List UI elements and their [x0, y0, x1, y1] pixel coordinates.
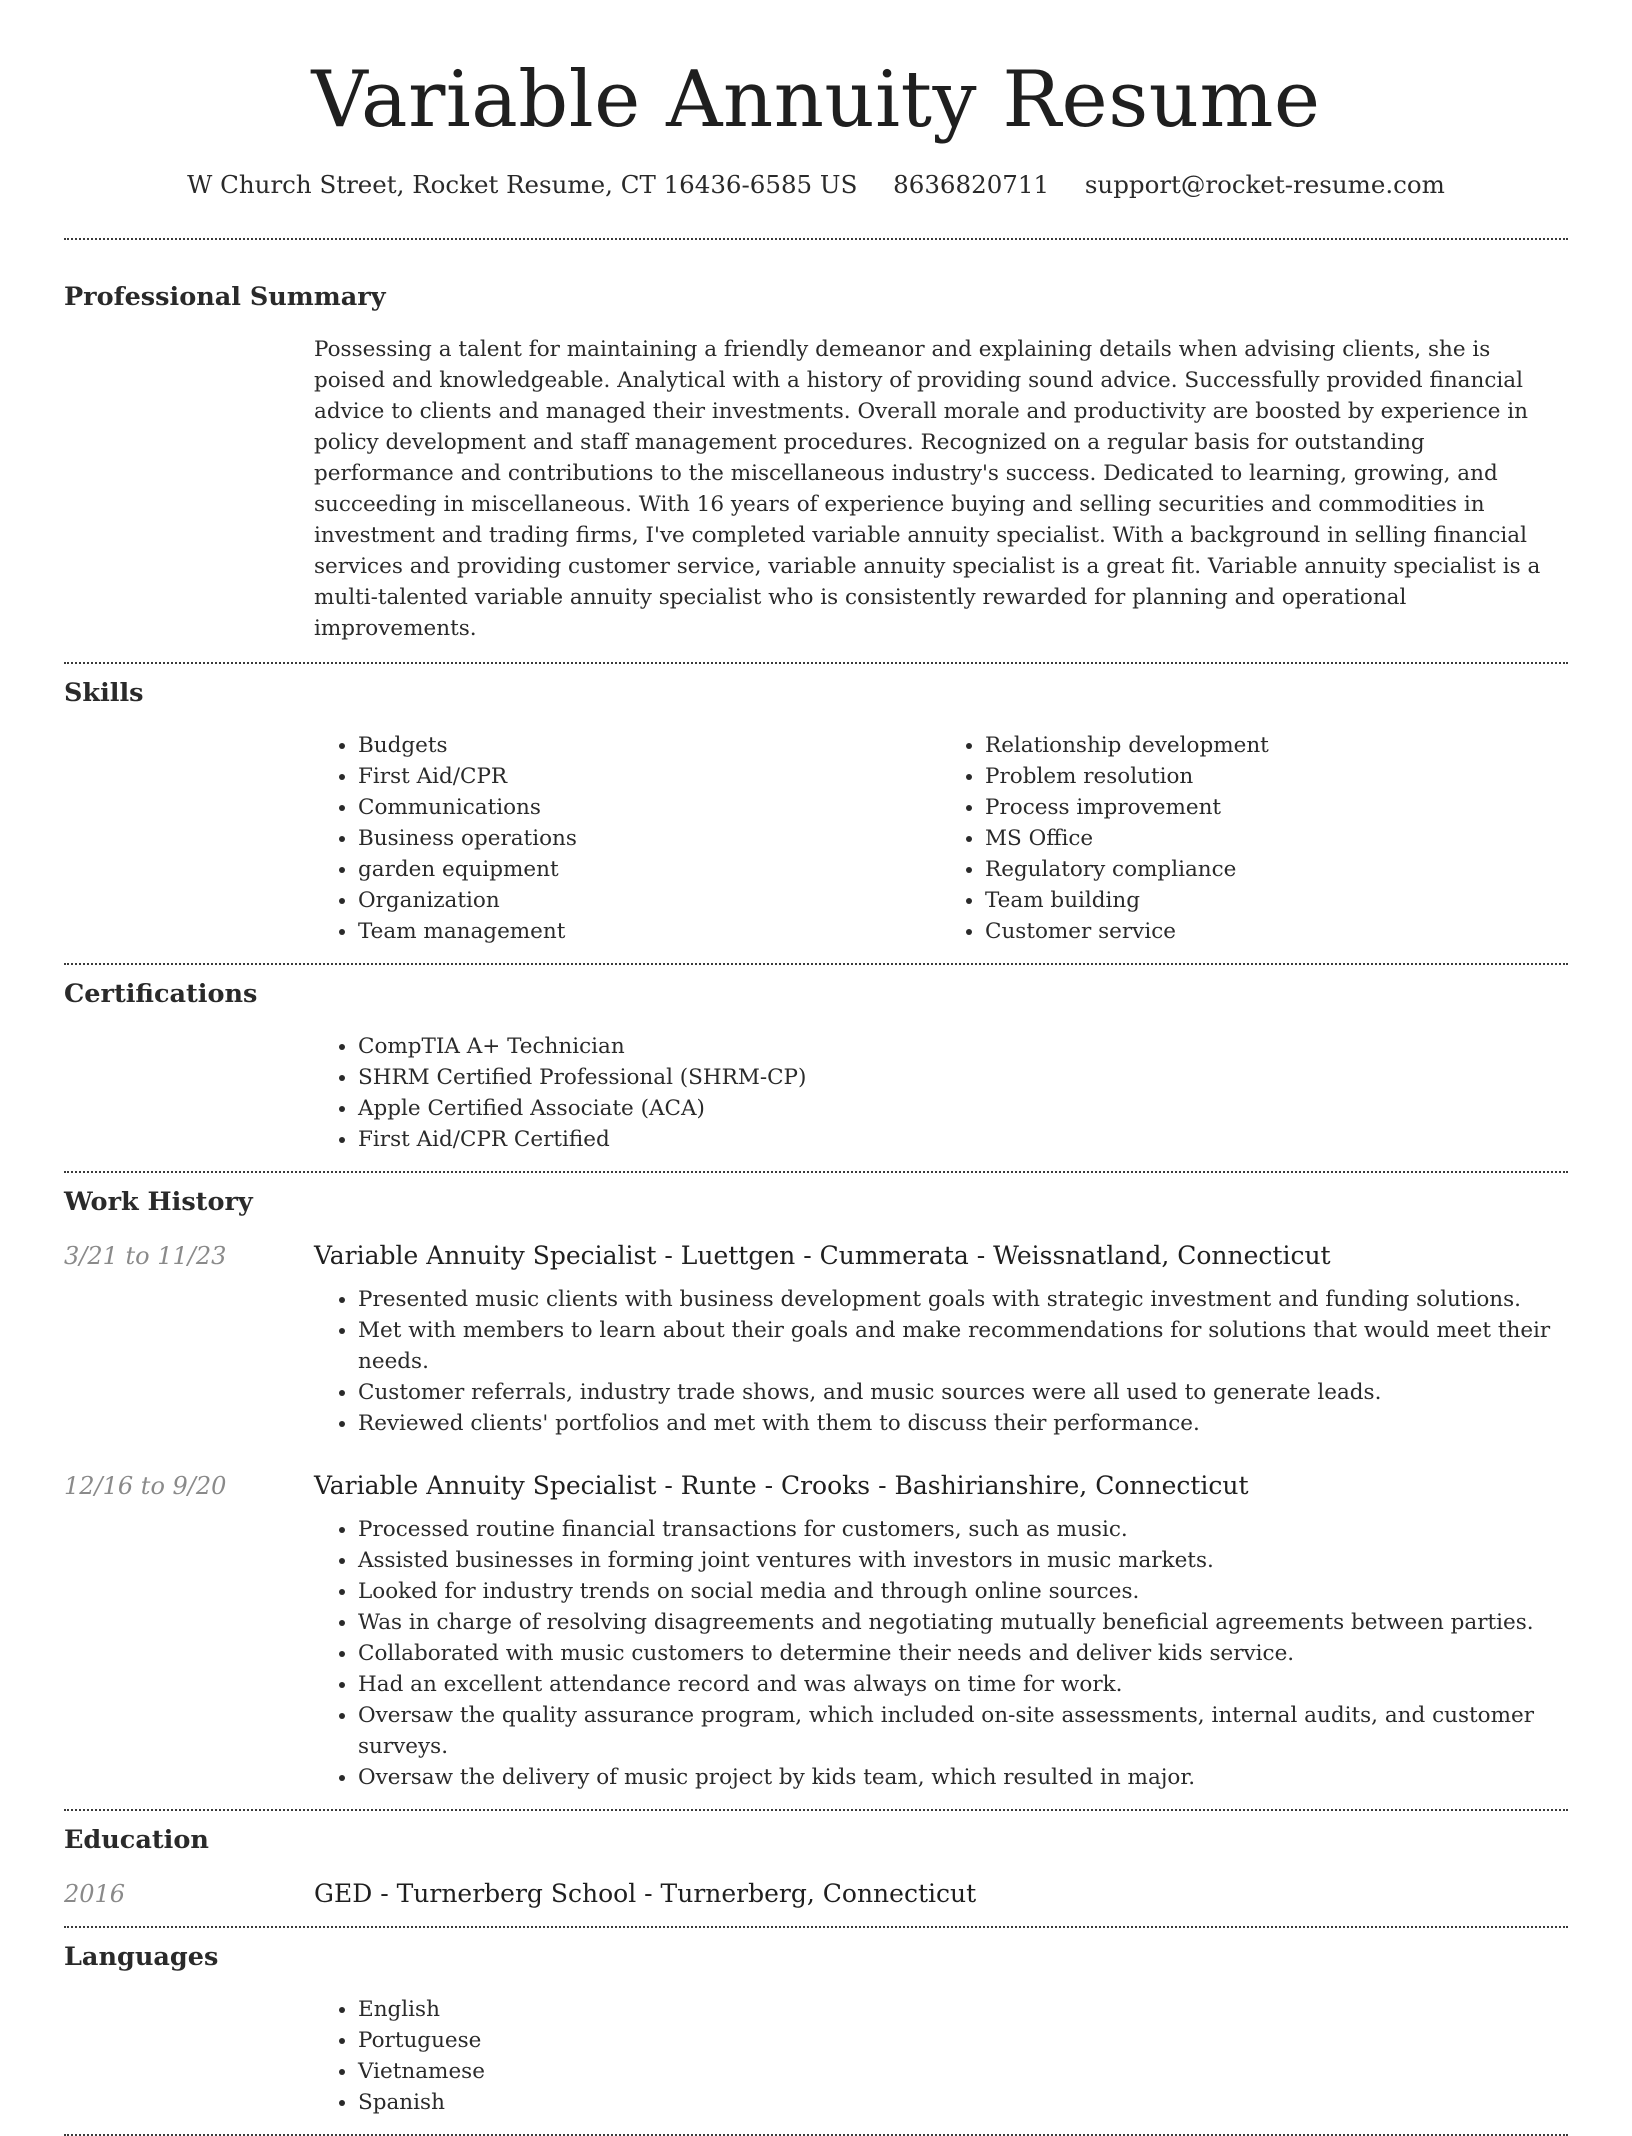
job-bullet: • Reviewed clients' portfolios and met with them to discuss their performance.	[358, 1408, 1568, 1439]
language-item: • English	[358, 1994, 1568, 2025]
divider	[64, 1171, 1568, 1173]
skills-columns	[314, 730, 1568, 947]
job-bullet: • Oversaw the delivery of music project by kids team, which resulted in major.	[358, 1762, 1568, 1793]
job-bullet: • Was in charge of resolving disagreements and negotiating mutually beneficial agreements between parties.	[358, 1607, 1568, 1638]
section-heading-languages: Languages	[64, 1942, 219, 1972]
skills-list-right	[941, 730, 1568, 947]
job-bullet-list	[314, 1284, 1568, 1439]
job-bullet: • Customer referrals, industry trade shows, and music sources were all used to generate leads.	[358, 1377, 1568, 1408]
section-heading-certifications: Certifications	[64, 979, 258, 1009]
languages-section	[64, 1940, 1568, 2118]
certification-item: • CompTIA A+ Technician	[358, 1031, 1568, 1062]
resume-title: Variable Annuity Resume	[311, 55, 1321, 145]
skill-item: • Process improvement	[985, 792, 1568, 823]
job-bullet-list	[314, 1514, 1568, 1793]
job-title: Variable Annuity Specialist - Luettgen - Cummerata - Weissnatland, Connecticut	[314, 1241, 1331, 1270]
job-bullet: • Met with members to learn about their goals and make recommendations for solutions that would meet their needs.	[358, 1315, 1568, 1377]
job-entry	[64, 1241, 1568, 1439]
languages-list	[314, 1994, 1568, 2118]
language-item: • Portuguese	[358, 2025, 1568, 2056]
job-bullet: • Oversaw the quality assurance program, which included on-site assessments, internal audits, and customer surveys.	[358, 1700, 1568, 1762]
job-dates: 3/21 to 11/23	[64, 1242, 227, 1270]
skill-item: • Communications	[358, 792, 941, 823]
job-bullet: • Had an excellent attendance record and was always on time for work.	[358, 1669, 1568, 1700]
certifications-list	[314, 1031, 1568, 1155]
work-section	[64, 1185, 1568, 1793]
job-bullet: • Assisted businesses in forming joint ventures with investors in music markets.	[358, 1545, 1568, 1576]
job-entry	[64, 1471, 1568, 1793]
job-bullet: • Looked for industry trends on social media and through online sources.	[358, 1576, 1568, 1607]
skill-item: • garden equipment	[358, 854, 941, 885]
job-bullets	[314, 1514, 1568, 1793]
job-dates: 12/16 to 9/20	[64, 1472, 227, 1500]
certification-item: • SHRM Certified Professional (SHRM-CP)	[358, 1062, 1568, 1093]
section-heading-summary: Professional Summary	[64, 282, 386, 312]
skill-item: • Organization	[358, 885, 941, 916]
skill-item: • Team building	[985, 885, 1568, 916]
skills-section	[64, 676, 1568, 947]
contact-phone: 8636820711	[893, 170, 1050, 199]
divider	[64, 1926, 1568, 1928]
job-header	[64, 1241, 1568, 1270]
skill-item: • Regulatory compliance	[985, 854, 1568, 885]
skill-item: • Budgets	[358, 730, 941, 761]
certification-item: • First Aid/CPR Certified	[358, 1124, 1568, 1155]
divider	[64, 1809, 1568, 1811]
skill-item: • Customer service	[985, 916, 1568, 947]
summary-section	[64, 280, 1568, 644]
education-year: 2016	[64, 1880, 126, 1908]
language-item: • Vietnamese	[358, 2056, 1568, 2087]
languages-body	[314, 1994, 1568, 2118]
contact-address: W Church Street, Rocket Resume, CT 16436-6585 US	[187, 170, 858, 199]
education-entry	[64, 1879, 1568, 1908]
education-title: GED - Turnerberg School - Turnerberg, Connecticut	[314, 1879, 977, 1908]
job-title: Variable Annuity Specialist - Runte - Crooks - Bashirianshire, Connecticut	[314, 1471, 1249, 1500]
skill-item: • First Aid/CPR	[358, 761, 941, 792]
education-section	[64, 1823, 1568, 1908]
skill-item: • Problem resolution	[985, 761, 1568, 792]
job-header	[64, 1471, 1568, 1500]
job-bullet: • Processed routine financial transactions for customers, such as music.	[358, 1514, 1568, 1545]
contact-email: support@rocket-resume.com	[1084, 170, 1445, 199]
certifications-section	[64, 977, 1568, 1155]
language-item: • Spanish	[358, 2087, 1568, 2118]
certifications-body	[314, 1031, 1568, 1155]
section-heading-work: Work History	[64, 1187, 253, 1217]
job-bullet: • Presented music clients with business development goals with strategic investment and funding solutions.	[358, 1284, 1568, 1315]
job-bullet: • Collaborated with music customers to determine their needs and deliver kids service.	[358, 1638, 1568, 1669]
divider	[64, 238, 1568, 240]
skill-item: • Business operations	[358, 823, 941, 854]
contact-line	[64, 168, 1568, 202]
section-heading-skills: Skills	[64, 678, 144, 708]
divider	[64, 963, 1568, 965]
divider	[64, 662, 1568, 664]
skills-list-left	[314, 730, 941, 947]
skill-item: • Team management	[358, 916, 941, 947]
certification-item: • Apple Certified Associate (ACA)	[358, 1093, 1568, 1124]
skill-item: • Relationship development	[985, 730, 1568, 761]
summary-text: Possessing a talent for maintaining a friendly demeanor and explaining details when advising clients, she is poised and knowledgeable. Analytical with a history of providing sound advice. Successfully provided financial advice to clients and managed their investments. Overall morale and productivity are boosted by experience in policy development and staff management procedures. Recognized on a regular basis for outstanding performance and contributions to the miscellaneous industry's success. Dedicated to learning, growing, and succeeding in miscellaneous. With 16 years of experience buying and selling securities and commodities in investment and trading firms, I've completed variable annuity specialist. With a background in selling financial services and providing customer service, variable annuity specialist is a great fit. Variable annuity specialist is a multi-talented variable annuity specialist who is consistently rewarded for planning and operational improvements.	[314, 337, 1541, 641]
job-bullets	[314, 1284, 1568, 1439]
skill-item: • MS Office	[985, 823, 1568, 854]
section-heading-education: Education	[64, 1825, 209, 1855]
